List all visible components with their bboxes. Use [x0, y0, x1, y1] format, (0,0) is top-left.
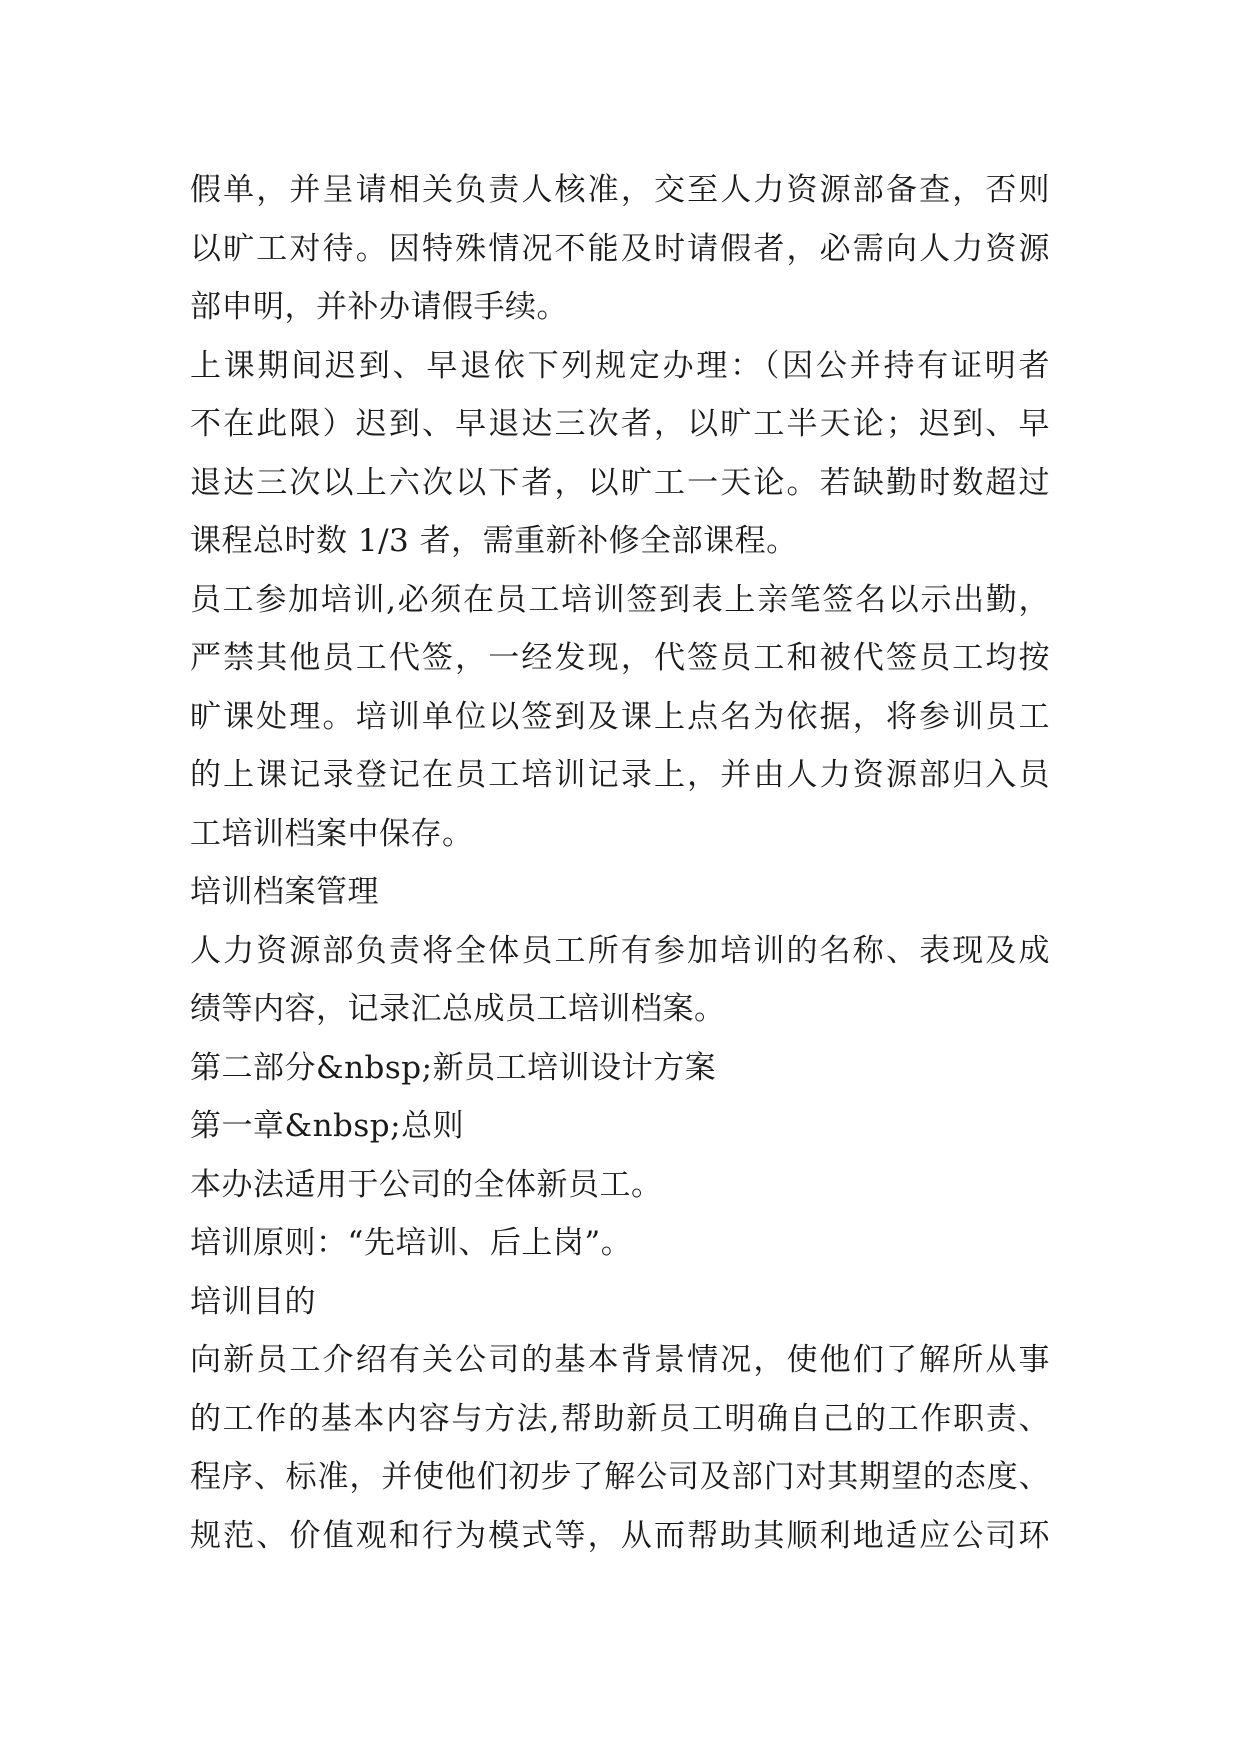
text-line: 严禁其他员工代签，一经发现，代签员工和被代签员工均按: [190, 640, 1050, 676]
text-line: 工培训档案中保存。: [190, 815, 474, 852]
text-line: 以旷工对待。因特殊情况不能及时请假者，必需向人力资源: [190, 230, 1050, 267]
text-line: 员工参加培训,必须在员工培训签到表上亲笔签名以示出勤，: [190, 581, 1050, 618]
text-line: 程序、标准，并使他们初步了解公司及部门对其期望的态度、: [190, 1459, 1050, 1495]
text-line: 规范、价值观和行为模式等，从而帮助其顺利地适应公司环: [190, 1517, 1050, 1554]
text-line: 本办法适用于公司的全体新员工。: [190, 1166, 663, 1203]
text-line: 旷课处理。培训单位以签到及课上点名为依据，将参训员工: [190, 698, 1050, 735]
text-line: 课程总时数 1/3 者，需重新补修全部课程。: [190, 523, 798, 559]
text-line: 的上课记录登记在员工培训记录上，并由人力资源部归入员: [190, 757, 1050, 793]
text-line: 绩等内容，记录汇总成员工培训档案。: [190, 991, 726, 1027]
text-line: 退达三次以上六次以下者，以旷工一天论。若缺勤时数超过: [190, 464, 1050, 501]
text-line: 部申明，并补办请假手续。: [190, 289, 568, 325]
text-line: 培训原则：“先培训、后上岗”。: [190, 1225, 633, 1261]
text-line: 人力资源部负责将全体员工所有参加培训的名称、表现及成: [190, 932, 1050, 969]
text-line: 向新员工介绍有关公司的基本背景情况，使他们了解所从事: [190, 1342, 1050, 1378]
document-body: [190, 161, 1050, 1565]
text-line: 不在此限）迟到、早退达三次者，以旷工半天论；迟到、早: [190, 406, 1050, 442]
text-line: 第一章&nbsp;总则: [190, 1108, 465, 1144]
text-line: 培训档案管理: [190, 874, 379, 910]
text-line: 第二部分&nbsp;新员工培训设计方案: [190, 1049, 717, 1086]
text-line: 假单，并呈请相关负责人核准，交至人力资源部备查，否则: [190, 172, 1050, 208]
text-line: 的工作的基本内容与方法,帮助新员工明确自己的工作职责、: [190, 1400, 1050, 1437]
text-line: 上课期间迟到、早退依下列规定办理：（因公并持有证明者: [190, 347, 1050, 384]
text-line: 培训目的: [190, 1283, 316, 1320]
